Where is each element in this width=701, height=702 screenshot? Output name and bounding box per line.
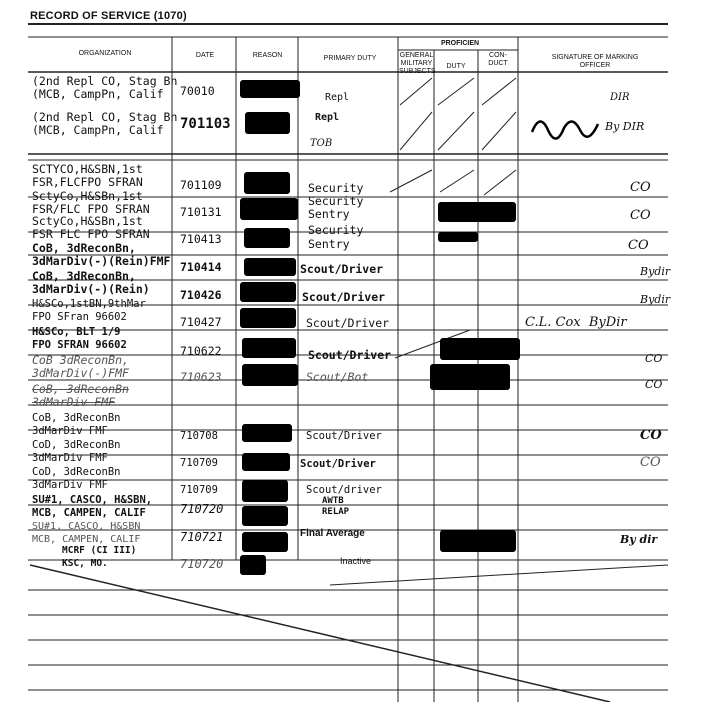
header-date: DATE xyxy=(195,52,215,59)
entry-primary-duty: Scout/Driver xyxy=(306,430,382,442)
entry-organization: CoB 3dReconBn, 3dMarDiv(-)FMF xyxy=(32,353,129,380)
redaction xyxy=(245,112,290,134)
entry-date: 710720 xyxy=(180,557,224,571)
redaction xyxy=(244,228,290,248)
header-primary-duty: PRIMARY DUTY xyxy=(323,55,377,62)
redaction xyxy=(242,532,288,552)
entry-signature: CO xyxy=(640,455,661,470)
entry-primary-duty: Scout/Driver xyxy=(306,316,390,330)
header-signature: SIGNATURE OF MARKING OFFICER xyxy=(551,54,639,69)
entry-signature: C.L. Cox ByDir xyxy=(525,315,627,330)
entry-organization: CoD, 3dReconBn 3dMarDiv FMF xyxy=(32,466,121,491)
entry-organization: (2nd Repl CO, Stag Bn (MCB, CampPn, Calif xyxy=(32,110,178,137)
entry-date: 701103 xyxy=(180,116,231,132)
redaction xyxy=(244,258,296,276)
header-organization: ORGANIZATION xyxy=(78,50,132,57)
entry-date: 710721 xyxy=(180,530,224,544)
entry-signature: CO xyxy=(630,180,651,195)
entry-date: 710622 xyxy=(180,344,222,358)
entry-organization: H&SCo,1stBN,9thMar FPO SFran 96602 xyxy=(32,298,146,323)
signature-scribble xyxy=(530,110,600,140)
entry-primary-duty: Scout/Driver xyxy=(308,348,392,362)
entry-date: 710623 xyxy=(180,370,222,384)
header-reason: REASON xyxy=(252,52,283,59)
redaction xyxy=(244,172,290,194)
entry-date: 701109 xyxy=(180,178,222,192)
entry-organization: SU#1, CASCO, H&SBN MCB, CAMPEN, CALIF xyxy=(32,521,141,545)
entry-signature: Bydir xyxy=(640,293,671,306)
redaction xyxy=(242,480,288,502)
entry-primary-duty: Scout/Bot xyxy=(306,370,369,384)
entry-signature: CO xyxy=(628,238,649,253)
entry-organization: CoB, 3dReconBn, 3dMarDiv(-)(Rein)FMF xyxy=(32,241,171,268)
entry-primary-duty: TOB xyxy=(310,138,333,149)
header-proficiency: PROFICIEN xyxy=(440,40,480,47)
redaction xyxy=(438,202,516,222)
entry-date: 710427 xyxy=(180,315,222,329)
redaction xyxy=(240,198,298,220)
entry-date: 710131 xyxy=(180,205,222,219)
entry-primary-duty: Security Sentry xyxy=(308,223,364,251)
entry-organization: CoB, 3dReconBn 3dMarDiv FMF xyxy=(32,412,121,437)
entry-primary-duty: Scout/driver xyxy=(306,484,382,496)
entry-date: 710414 xyxy=(180,260,222,274)
entry-signature: CO xyxy=(645,378,663,391)
entry-primary-duty: Repl xyxy=(325,92,350,103)
entry-organization: CoB, 3dReconBn, 3dMarDiv(-)(Rein) xyxy=(32,269,150,296)
entry-primary-duty: Scout/Driver xyxy=(300,262,384,276)
header-general-military-subjects: GENERAL MILITARY SUBJECTS xyxy=(399,52,436,75)
entry-primary-duty: AWTB RELAP xyxy=(322,496,350,517)
redaction xyxy=(242,453,290,471)
redaction xyxy=(438,232,478,242)
entry-primary-duty: Scout/Driver xyxy=(300,458,376,470)
entry-organization: (2nd Repl CO, Stag Bn (MCB, CampPn, Calif xyxy=(32,74,178,101)
entry-signature: CO xyxy=(630,208,651,223)
header-conduct: CON- DUCT xyxy=(488,52,508,67)
header-duty: DUTY xyxy=(446,63,466,70)
entry-date: 710413 xyxy=(180,232,222,246)
entry-primary-duty: Security Sentry xyxy=(308,194,364,221)
entry-organization: SU#1, CASCO, H&SBN, MCB, CAMPEN, CALIF xyxy=(32,494,153,519)
entry-organization: CoD, 3dReconBn 3dMarDiv FMF xyxy=(32,439,121,464)
redaction xyxy=(440,338,520,360)
redaction xyxy=(240,308,296,328)
redaction xyxy=(242,364,298,386)
entry-signature: CO xyxy=(645,352,663,365)
entry-organization: SCTYCO,H&SBN,1st FSR,FLCFPO SFRAN xyxy=(32,162,143,189)
entry-primary-duty: Security xyxy=(308,181,364,195)
entry-primary-duty: Inactive xyxy=(340,556,372,566)
redaction xyxy=(242,338,296,358)
redaction xyxy=(440,530,516,552)
entry-organization: CoB, 3dReconBn 3dMarDiv FMF xyxy=(32,382,129,409)
redaction xyxy=(242,424,292,442)
entry-signature: DIR xyxy=(610,92,630,103)
redaction xyxy=(242,506,288,526)
entry-date: 710426 xyxy=(180,288,222,302)
entry-primary-duty: Repl xyxy=(315,112,340,123)
entry-organization: SctyCo,H&SBn,1st FSR/FLC FPO SFRAN xyxy=(32,189,150,216)
entry-date: 710708 xyxy=(180,430,218,442)
entry-primary-duty: Final Average xyxy=(300,528,365,539)
redaction xyxy=(430,364,510,390)
form-title: RECORD OF SERVICE (1070) xyxy=(30,10,187,22)
entry-date: 710720 xyxy=(180,502,224,516)
entry-signature: By DIR xyxy=(605,120,645,133)
entry-organization: SctyCo,H&SBn,1st FSR FLC FPO SFRAN xyxy=(32,214,150,241)
entry-date: 70010 xyxy=(180,84,215,98)
entry-primary-duty: Scout/Driver xyxy=(302,290,386,304)
entry-date: 710709 xyxy=(180,457,218,469)
redaction xyxy=(240,555,266,575)
entry-signature: Bydir xyxy=(640,265,671,278)
entry-organization: H&SCo, BLT 1/9 FPO SFRAN 96602 xyxy=(32,326,127,351)
entry-signature: CO xyxy=(640,428,662,443)
redaction xyxy=(240,80,300,98)
redaction xyxy=(240,282,296,302)
entry-signature: By dir xyxy=(620,533,658,546)
entry-organization: MCRF (CI III) KSC, MO. xyxy=(62,545,137,569)
entry-date: 710709 xyxy=(180,484,218,496)
